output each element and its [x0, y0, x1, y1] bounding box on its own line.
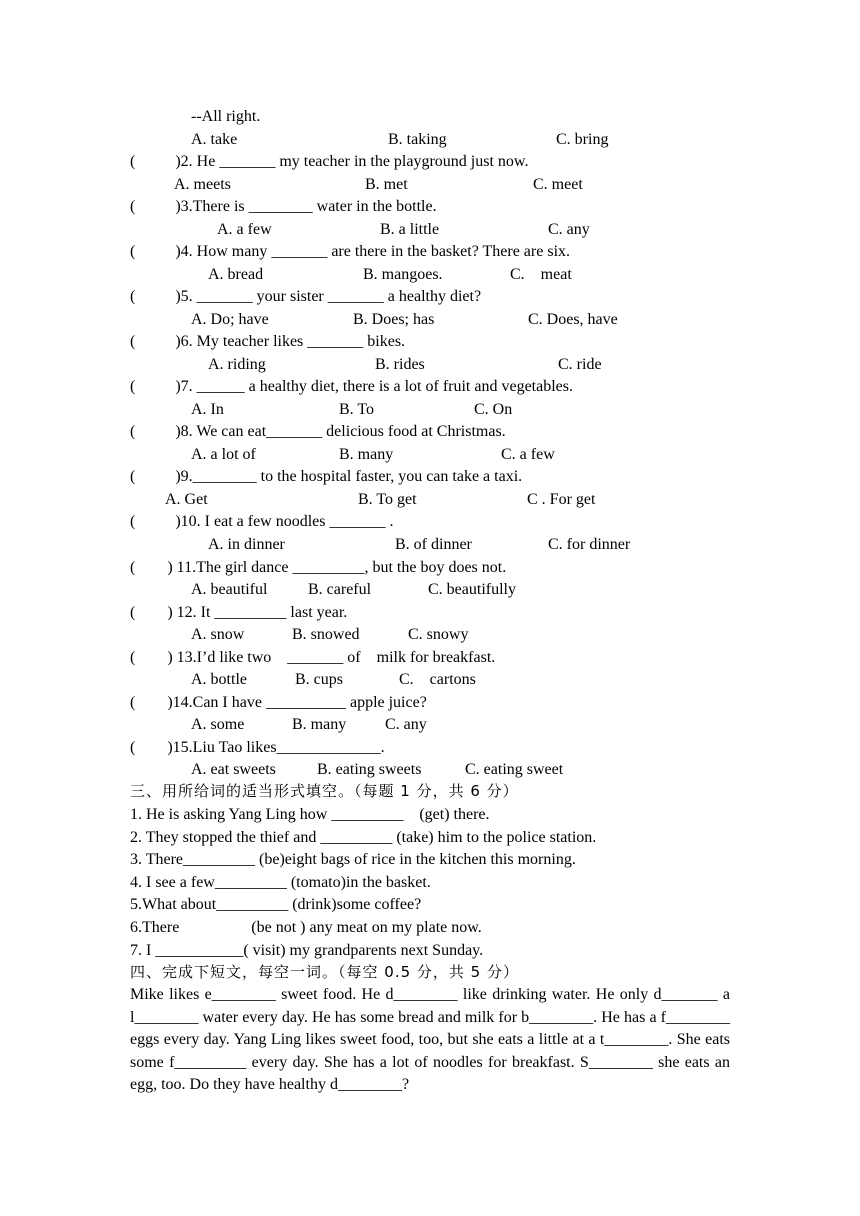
fill-item: 2. They stopped the thief and _________ (take) him to the police station.	[130, 829, 597, 846]
option-a: A. Do; have	[191, 311, 269, 328]
fill-item: 5.What about_________ (drink)some coffee?	[130, 896, 422, 913]
option-c: C . For get	[527, 491, 596, 508]
option-a: A. a lot of	[191, 446, 256, 463]
option-a: A. bread	[208, 266, 264, 283]
option-c: C. meat	[510, 266, 572, 283]
question-stem: ( )3.There is ________ water in the bottle.	[130, 198, 437, 215]
option-c: C. any	[385, 716, 427, 733]
option-a: A. riding	[208, 356, 266, 373]
option-c: C. ride	[558, 356, 602, 373]
option-a: A. In	[191, 401, 224, 418]
option-c: C. snowy	[408, 626, 469, 643]
question-stem: ( )10. I eat a few noodles _______ .	[130, 513, 394, 530]
option-b: B. mangoes.	[363, 266, 443, 283]
option-b: B. cups	[295, 671, 343, 688]
q1-dialog: --All right.	[191, 108, 261, 125]
cloze-passage: Mike likes e________ sweet food. He d________ like drinking water. He only d_______ a l________ water every day. He has some bread and milk for b________. He has a f________ eggs every day. Yang Ling likes sweet food, too, but she eats a little at a t________. She eats some f_________ every day. She has a lot of noodles for breakfast. S________ she eats an egg, too. Do they have healthy d________?	[130, 986, 730, 1094]
option-a: A. beautiful	[191, 581, 268, 598]
option-b: B. rides	[375, 356, 425, 373]
option-c: C. any	[548, 221, 590, 238]
question-stem: ( ) 11.The girl dance _________, but the boy does not.	[130, 559, 507, 576]
option-b: B. To	[339, 401, 375, 418]
question-stem: ( )4. How many _______ are there in the basket? There are six.	[130, 243, 571, 260]
q1-option-c: C. bring	[556, 131, 609, 148]
fill-item: 7. I ___________( visit) my grandparents next Sunday.	[130, 942, 484, 959]
option-b: B. Does; has	[353, 311, 435, 328]
question-stem: ( )9.________ to the hospital faster, you can take a taxi.	[130, 468, 523, 485]
question-stem: ( )8. We can eat_______ delicious food at Christmas.	[130, 423, 506, 440]
option-c: C. a few	[501, 446, 555, 463]
option-b: B. many	[339, 446, 394, 463]
option-b: B. careful	[308, 581, 372, 598]
option-a: A. Get	[165, 491, 208, 508]
section-heading: 三、用所给词的适当形式填空。（每题 1 分，共 6 分）	[130, 782, 519, 800]
fill-item: 4. I see a few_________ (tomato)in the basket.	[130, 874, 431, 891]
option-a: A. bottle	[191, 671, 247, 688]
option-b: B. a little	[380, 221, 440, 238]
option-b: B. eating sweets	[317, 761, 422, 778]
option-b: B. met	[365, 176, 408, 193]
option-a: A. eat sweets	[191, 761, 276, 778]
question-stem: ( )6. My teacher likes _______ bikes.	[130, 333, 406, 350]
option-a: A. snow	[191, 626, 245, 643]
option-c: C. meet	[533, 176, 583, 193]
question-stem: ( ) 13.I’d like two _______ of milk for breakfast.	[130, 649, 496, 666]
option-c: C. On	[474, 401, 513, 418]
question-stem: ( ) 12. It _________ last year.	[130, 604, 348, 621]
option-a: A. a few	[217, 221, 272, 238]
option-b: B. To get	[358, 491, 417, 508]
question-stem: ( )7. ______ a healthy diet, there is a lot of fruit and vegetables.	[130, 378, 573, 395]
option-b: B. many	[292, 716, 347, 733]
fill-item: 6.There (be not ) any meat on my plate now.	[130, 919, 482, 936]
fill-item: 1. He is asking Yang Ling how _________ (get) there.	[130, 806, 490, 823]
option-c: C. cartons	[399, 671, 476, 688]
q1-option-a: A. take	[191, 131, 238, 148]
question-stem: ( )14.Can I have __________ apple juice?	[130, 694, 427, 711]
question-stem: ( )5. _______ your sister _______ a healthy diet?	[130, 288, 482, 305]
option-b: B. of dinner	[395, 536, 472, 553]
option-c: C. for dinner	[548, 536, 631, 553]
option-a: A. meets	[174, 176, 231, 193]
question-stem: ( )2. He _______ my teacher in the playground just now.	[130, 153, 529, 170]
fill-item: 3. There_________ (be)eight bags of rice in the kitchen this morning.	[130, 851, 576, 868]
option-c: C. Does, have	[528, 311, 618, 328]
option-c: C. eating sweet	[465, 761, 564, 778]
question-stem: ( )15.Liu Tao likes_____________.	[130, 739, 385, 756]
option-a: A. some	[191, 716, 245, 733]
option-c: C. beautifully	[428, 581, 516, 598]
section-heading: 四、完成下短文，每空一词。（每空 0.5 分，共 5 分）	[130, 963, 519, 981]
q1-option-b: B. taking	[388, 131, 447, 148]
option-a: A. in dinner	[208, 536, 285, 553]
option-b: B. snowed	[292, 626, 360, 643]
